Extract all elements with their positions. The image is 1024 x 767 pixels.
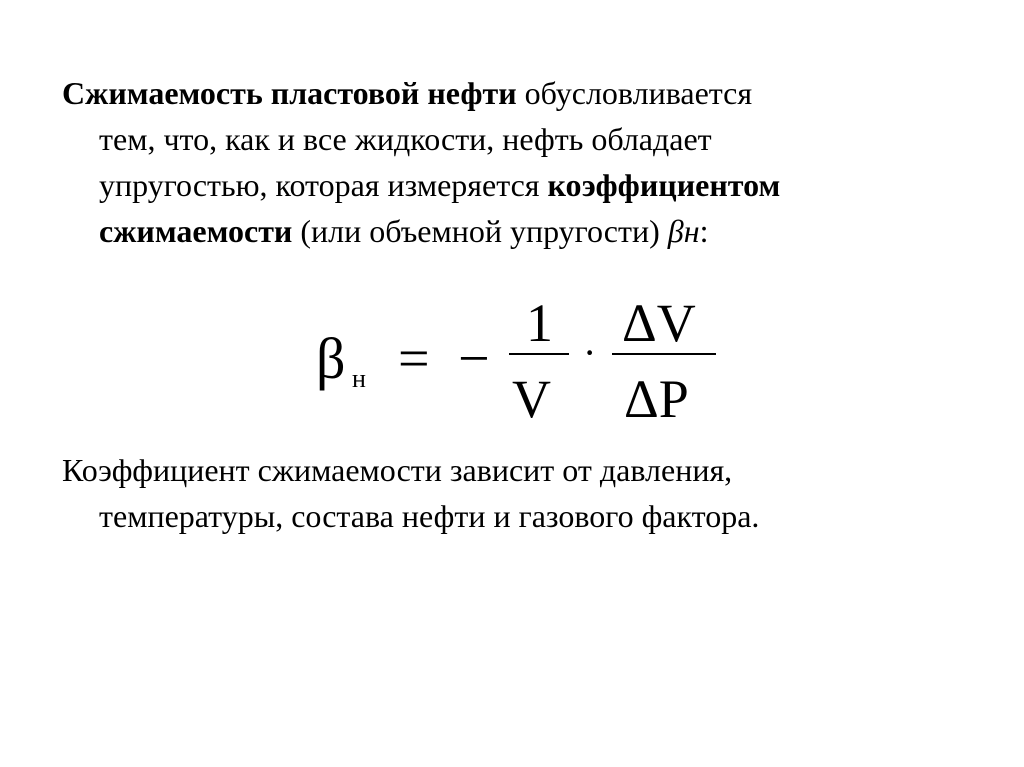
paragraph1-line4 (62, 208, 780, 254)
paragraph1-line3-text: упругостью, которая измеряется (99, 167, 548, 203)
paragraph1-line2: тем, что, как и все жидкости, нефть обладает (99, 121, 712, 157)
term-compressibility: сжимаемости (99, 213, 293, 249)
term-coefficient: коэффициентом (547, 167, 781, 203)
compressibility-dependence-paragraph (62, 447, 759, 539)
formula-denominator-2: ΔP (624, 369, 689, 429)
formula-numerator-1: 1 (526, 293, 553, 353)
formula-minus: − (458, 328, 490, 390)
paragraph1-line4-text: (или объемной упругости) (292, 213, 668, 249)
formula-multiply-dot: · (583, 330, 597, 375)
paragraph2-line1: Коэффициент сжимаемости зависит от давления, (62, 452, 733, 488)
paragraph1-line3 (62, 162, 780, 208)
formula-denominator-1: V (512, 369, 551, 429)
paragraph2-line2: температуры, состава нефти и газового фактора. (99, 498, 760, 534)
paragraph1-line1-text: обусловливается (516, 75, 753, 111)
paragraph1-line4-colon: : (699, 213, 709, 249)
formula-numerator-2: ΔV (622, 293, 696, 353)
formula-beta: β (316, 326, 346, 391)
compressibility-definition-paragraph (62, 70, 780, 254)
formula-subscript: н (352, 364, 366, 393)
fraction-bar-1 (509, 353, 569, 355)
term-oil-compressibility: Сжимаемость пластовой нефти (62, 75, 517, 111)
formula-equals: = (398, 328, 430, 390)
symbol-beta-n: βн (667, 213, 700, 249)
paragraph1-line1 (62, 70, 780, 116)
fraction-bar-2 (612, 353, 716, 355)
